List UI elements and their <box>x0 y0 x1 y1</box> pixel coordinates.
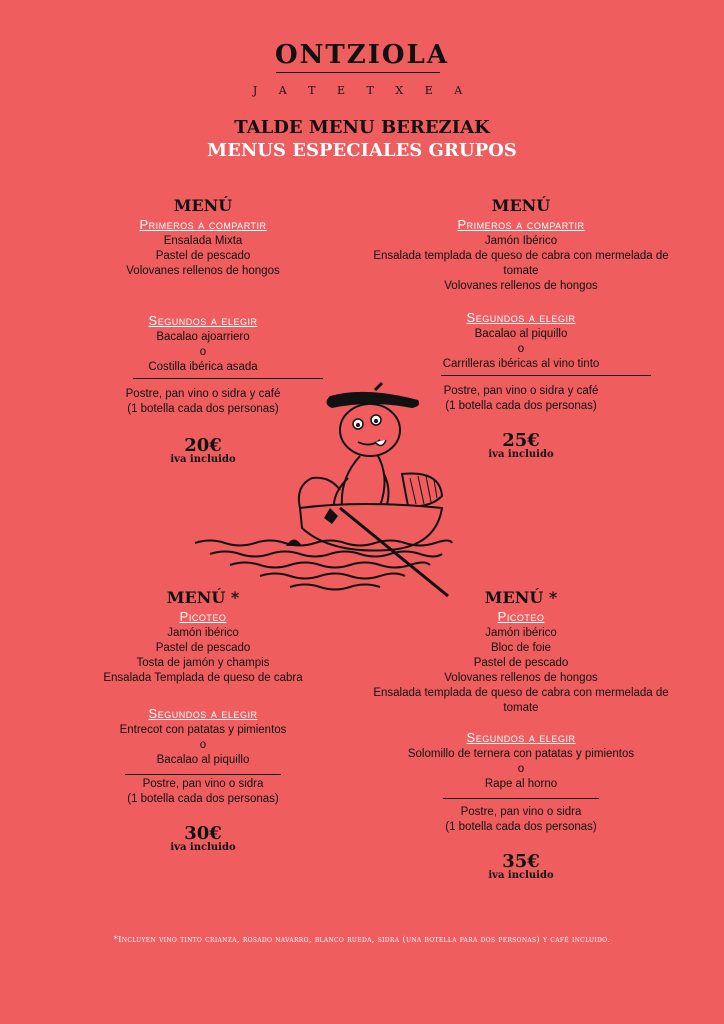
dessert-note: (1 botella cada dos personas) <box>445 821 597 833</box>
brand-subtitle: J A T E T X E A <box>252 84 472 97</box>
section-title-starters: Primeros a compartir <box>457 217 585 232</box>
tax-note: iva incluido <box>170 842 236 853</box>
menu-title: MENÚ <box>173 196 233 215</box>
list-item: tomate <box>503 702 539 714</box>
dessert-note: (1 botella cada dos personas) <box>445 400 597 412</box>
list-item: Pastel de pescado <box>473 657 569 669</box>
list-item: o <box>199 739 207 751</box>
menu-price: 20€ <box>184 435 222 456</box>
section-title-starters: Picoteo <box>179 609 227 624</box>
dessert-line: Postre, pan vino o sidra y café <box>125 388 281 400</box>
dessert-note: (1 botella cada dos personas) <box>127 793 279 805</box>
head-icon <box>340 404 400 456</box>
list-item: Pastel de pescado <box>155 642 251 654</box>
section-title-mains: Segundos a elegir <box>148 313 258 328</box>
brand-divider <box>276 72 440 73</box>
list-item: tomate <box>503 265 539 277</box>
list-item: o <box>517 763 525 775</box>
list-item: Volovanes rellenos de hongos <box>444 280 598 292</box>
section-title-mains: Segundos a elegir <box>466 730 576 745</box>
menu-card-30 <box>33 588 373 853</box>
rower-boat-illustration <box>190 378 460 600</box>
list-item: Jamón ibérico <box>167 627 239 639</box>
list-item: Bacalao al piquillo <box>156 754 250 766</box>
list-item: Bacalao ajoarriero <box>156 331 250 343</box>
menu-title: MENÚ <box>491 196 551 215</box>
list-item: Carrilleras ibéricas al vino tinto <box>442 358 600 370</box>
list-item: o <box>199 346 207 358</box>
menu-card-35 <box>351 588 691 881</box>
list-item: Jamón ibérico <box>485 627 557 639</box>
list-item: Ensalada Templada de queso de cabra <box>103 672 303 684</box>
list-item: Bacalao al piquillo <box>474 328 568 340</box>
divider <box>441 375 651 376</box>
section-title-mains: Segundos a elegir <box>148 706 258 721</box>
tax-note: iva incluido <box>488 449 554 460</box>
list-item: Solomillo de ternera con patatas y pimientos <box>407 748 635 760</box>
dessert-note: (1 botella cada dos personas) <box>127 403 279 415</box>
section-title-mains: Segundos a elegir <box>466 310 576 325</box>
list-item: o <box>517 343 525 355</box>
tax-note: iva incluido <box>488 870 554 881</box>
divider <box>443 798 599 799</box>
menu-price: 25€ <box>502 430 540 451</box>
list-item: Volovanes rellenos de hongos <box>444 672 598 684</box>
list-item: Costilla ibérica asada <box>148 361 258 373</box>
list-item: Volovanes rellenos de hongos <box>126 265 280 277</box>
dessert-line: Postre, pan vino o sidra <box>460 806 582 818</box>
list-item: Entrecot con patatas y pimientos <box>119 724 287 736</box>
list-item: Rape al horno <box>484 778 558 790</box>
list-item: Bloc de foie <box>490 642 552 654</box>
page-title-basque: TALDE MENU BEREZIAK <box>234 117 490 138</box>
menu-title: MENÚ * <box>166 588 240 607</box>
section-title-starters: Primeros a compartir <box>139 217 267 232</box>
divider <box>125 774 281 775</box>
menu-price: 35€ <box>502 851 540 872</box>
list-item: Ensalada Mixta <box>163 235 243 247</box>
list-item: Jamón Ibérico <box>484 235 558 247</box>
list-item: Tosta de jamón y champis <box>136 657 270 669</box>
menu-price: 30€ <box>184 823 222 844</box>
list-item: Pastel de pescado <box>155 250 251 262</box>
brand-logo: ONTZIOLA <box>274 40 449 70</box>
section-title-starters: Picoteo <box>497 609 545 624</box>
page-title-spanish: MENUS ESPECIALES GRUPOS <box>207 140 517 161</box>
footer-note: *Incluyen vino tinto crianza, rosado navarro, blanco rueda, sidra (una botella para dos personas) y café incluido. <box>113 935 611 945</box>
menu-title: MENÚ * <box>484 588 558 607</box>
dessert-line: Postre, pan vino o sidra <box>142 778 264 790</box>
list-item: Ensalada templada de queso de cabra con mermelada de <box>373 687 669 699</box>
dessert-line: Postre, pan vino o sidra y café <box>443 385 599 397</box>
tax-note: iva incluido <box>170 454 236 465</box>
list-item: Ensalada templada de queso de cabra con mermelada de <box>373 250 669 262</box>
